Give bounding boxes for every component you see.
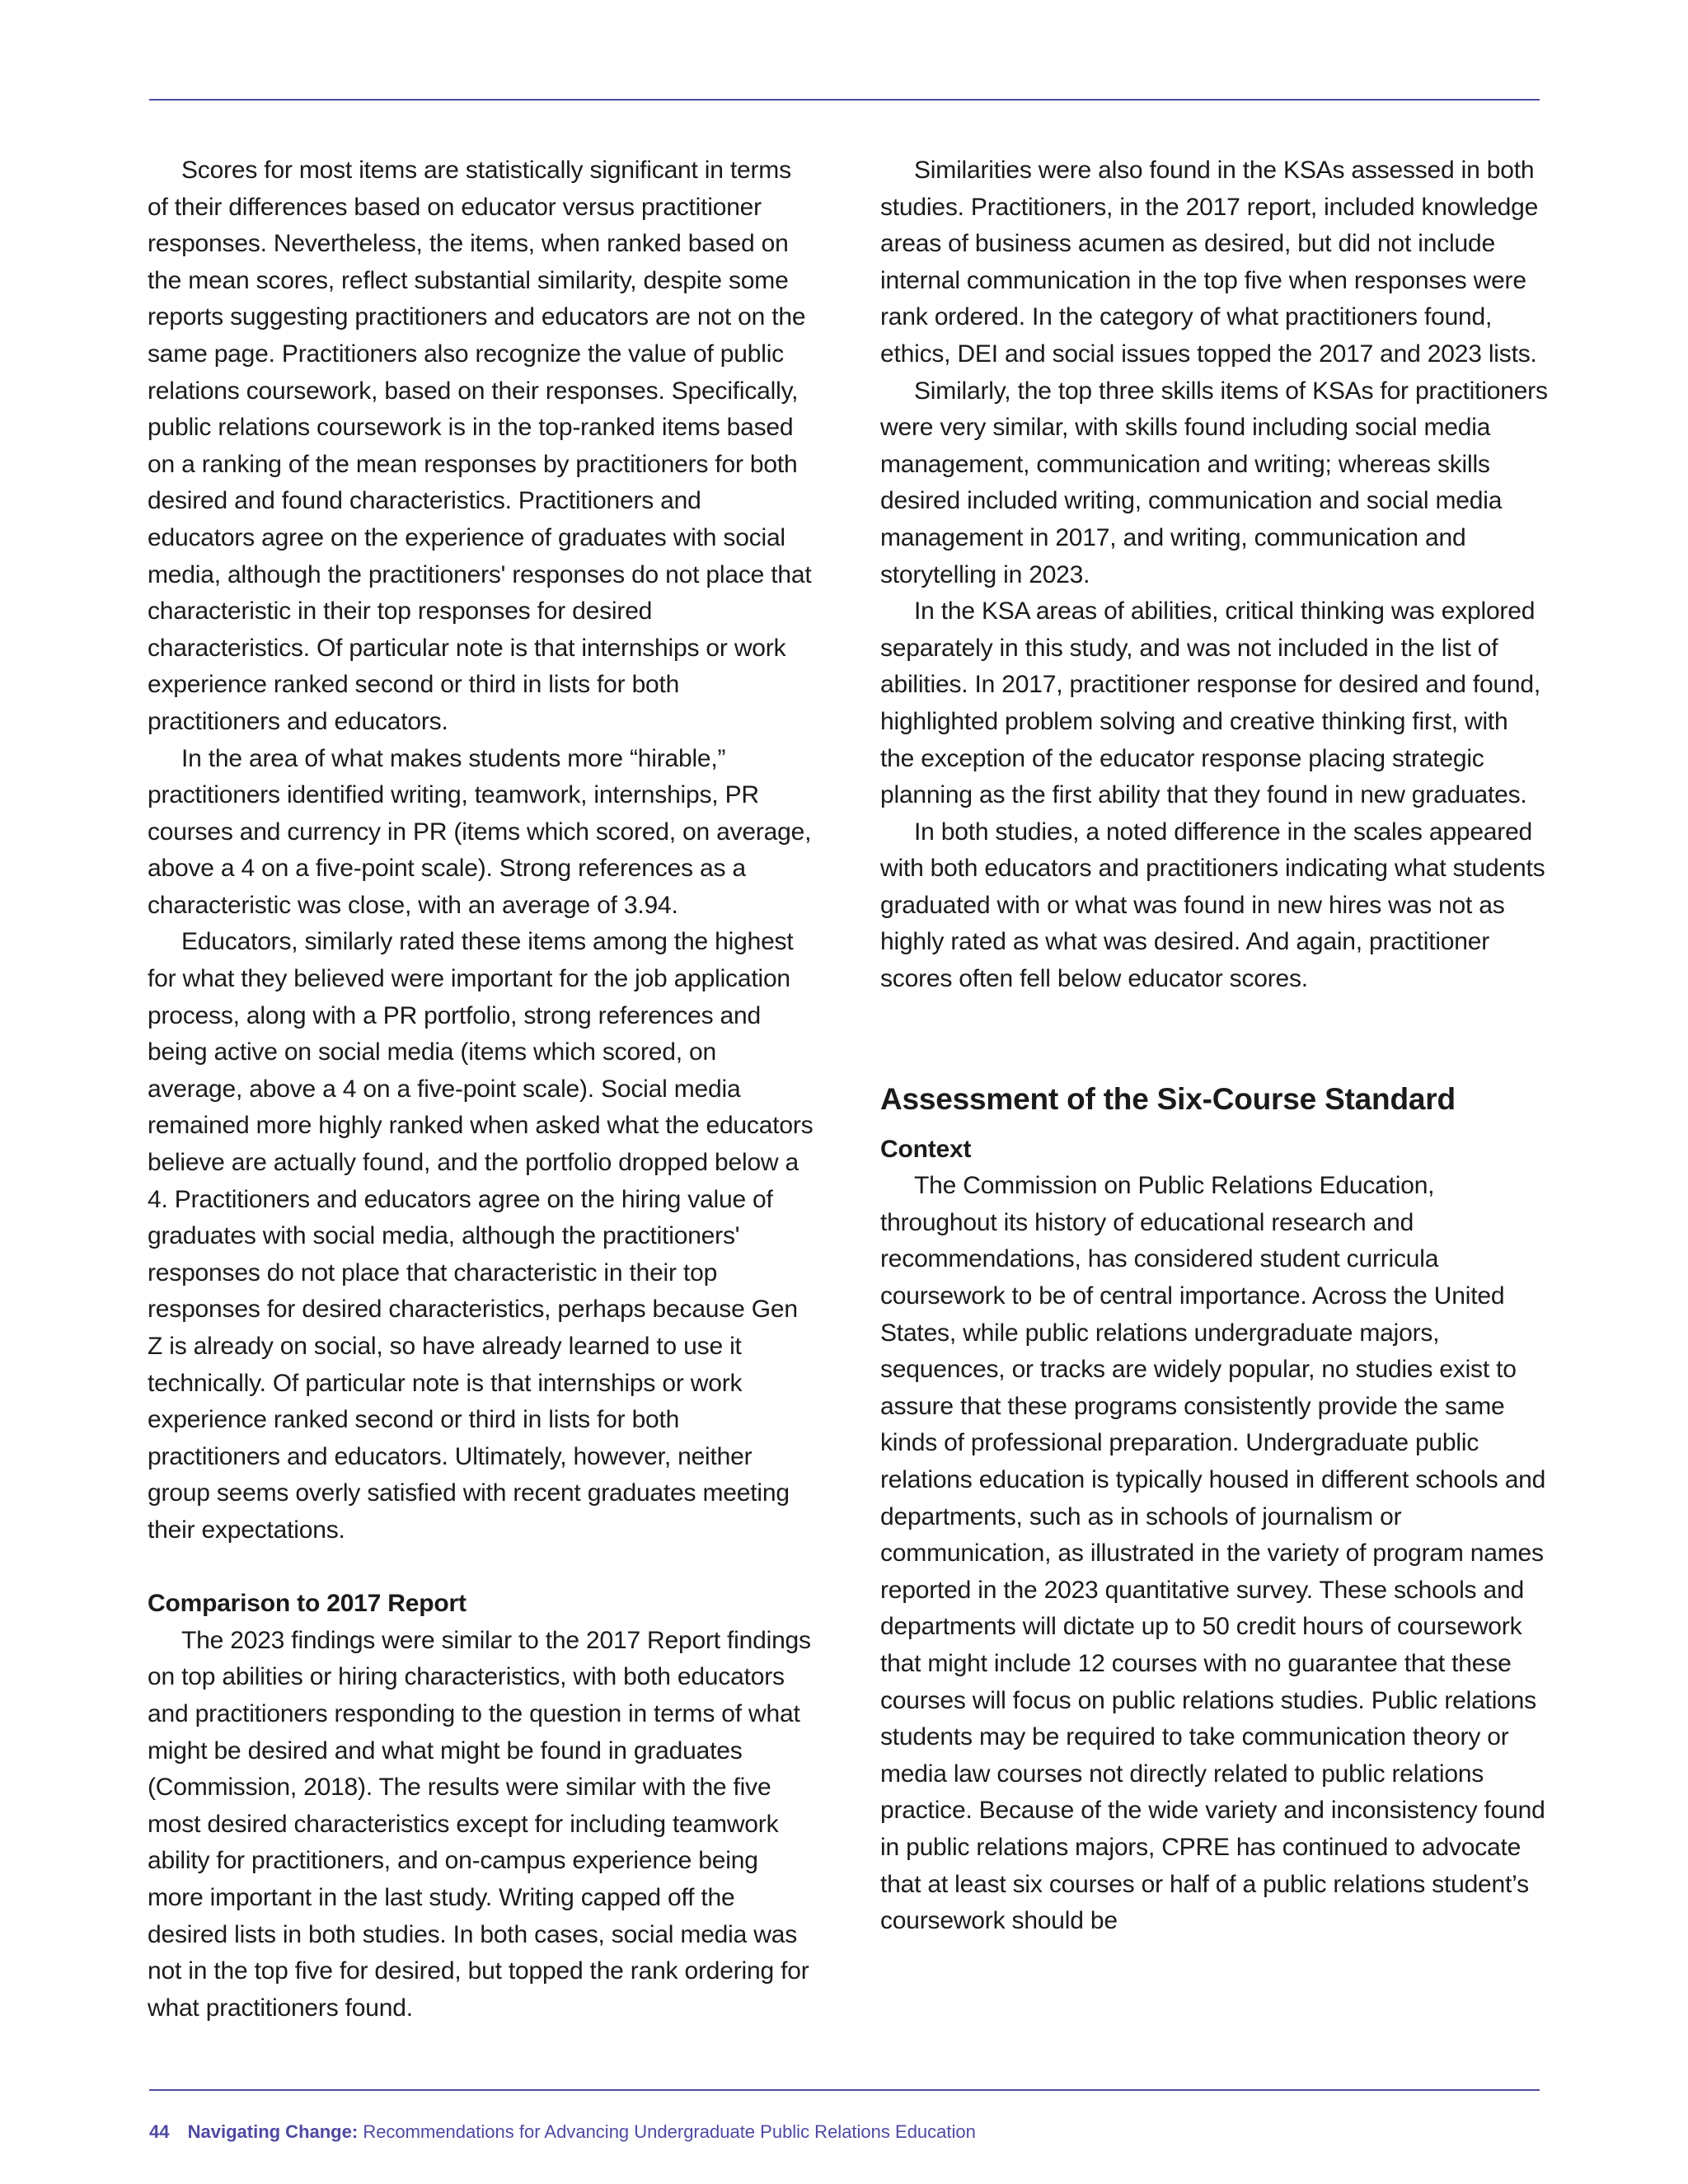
body-paragraph: The Commission on Public Relations Education, throughout its history of educational research and recommendations, has considered student curricula coursework to be of central importance. Across the United States, while public relations undergraduate majors, sequences, or tracks are widely popular, no studies exist to assure that these programs consistently provide the same kinds of professional preparation. Undergraduate public relations education is typically housed in different schools and departments, such as in schools of journalism or communication, as illustrated in the variety of program names reported in the 2023 quantitative survey. These schools and departments will dictate up to 50 credit hours of coursework that might include 12 courses with no guarantee that these courses will focus on public relations studies. Public relations students may be required to take communication theory or media law courses not directly related to public relations practice. Because of the wide variety and inconsistency found in public relations majors, CPRE has continued to advocate that at least six courses or half of a public relations student’s coursework should be: [880, 1172, 1546, 1935]
body-paragraph: In the KSA areas of abilities, critical thinking was explored separately in this study, and was not included in the list of abilities. In 2017, practitioner response for desired and found, highlighted problem solving and creative thinking first, with the exception of the educator response placing strategic planning as the first ability that they found in new graduates.: [880, 598, 1541, 809]
page-number: 44: [149, 2121, 170, 2142]
body-paragraph: Similarities were also found in the KSAs assessed in both studies. Practitioners, in the 2017 report, included knowledge areas of business acumen as desired, but did not include internal communication in the top five when responses were rank ordered. In the category of what practitioners found, ethics, DEI and social issues topped the 2017 and 2023 lists.: [880, 157, 1539, 368]
footer-rule: [149, 2089, 1540, 2091]
left-column: [148, 152, 814, 2027]
body-paragraph: Similarly, the top three skills items of KSAs for practitioners were very similar, with skills found including social media management, communication and writing; whereas skills desired included writing, communication and social media management in 2017, and writing, communication and storytelling in 2023.: [880, 377, 1548, 588]
publication-title: Navigating Change:: [187, 2121, 359, 2142]
body-paragraph: Educators, similarly rated these items among the highest for what they believed were important for the job application process, along with a PR portfolio, strong references and being active on social media (items which scored, on average, above a 4 on a five-point scale). Social media remained more highly ranked when asked what the educators believe are actually found, and the portfolio dropped below a 4. Practitioners and educators agree on the hiring value of graduates with social media, although the practitioners' responses do not place that characteristic in their top responses for desired characteristics, perhaps because Gen Z is already on social, so have already learned to use it technically. Of particular note is that internships or work experience ranked second or third in lists for both practitioners and educators. Ultimately, however, neither group seems overly satisfied with recent graduates meeting their expectations.: [148, 928, 814, 1544]
body-paragraph: In both studies, a noted difference in the scales appeared with both educators and practitioners indicating what students graduated with or what was found in new hires was not as highly rated as what was desired. And again, practitioner scores often fell below educator scores.: [880, 818, 1545, 993]
body-paragraph: Scores for most items are statistically significant in terms of their differences based on educator versus practitioner responses. Nevertheless, the items, when ranked based on the mean scores, reflect substantial similarity, despite some reports suggesting practitioners and educators are not on the same page. Practitioners also recognize the value of public relations coursework, based on their responses. Specifically, public relations coursework is in the top-ranked items based on a ranking of the mean responses by practitioners for both desired and found characteristics. Practitioners and educators agree on the experience of graduates with social media, although the practitioners' responses do not place that characteristic in their top responses for desired characteristics. Of particular note is that internships or work experience ranked second or third in lists for both practitioners and educators.: [148, 157, 812, 735]
section-subheading: Comparison to 2017 Report: [148, 1590, 467, 1618]
publication-subtitle: Recommendations for Advancing Undergraduate Public Relations Education: [363, 2121, 976, 2142]
body-paragraph: In the area of what makes students more “hirable,” practitioners identified writing, teamwork, internships, PR courses and currency in PR (items which scored, on average, above a 4 on a five-point scale). Strong references as a characteristic was close, with an average of 3.94.: [148, 744, 812, 919]
body-paragraph: The 2023 findings were similar to the 2017 Report findings on top abilities or hiring characteristics, with both educators and practitioners responding to the question in terms of what might be desired and what might be found in graduates (Commission, 2018). The results were similar with the five most desired characteristics except for including teamwork ability for practitioners, and on-campus experience being more important in the last study. Writing capped off the desired lists in both studies. In both cases, social media was not in the top five for desired, but topped the rank ordering for what practitioners found.: [148, 1626, 811, 2022]
page-footer: [149, 2120, 976, 2144]
right-column: [880, 152, 1548, 1940]
section-subheading: Context: [880, 1135, 972, 1163]
header-rule: [149, 99, 1540, 101]
section-heading: Assessment of the Six-Course Standard: [880, 1081, 1456, 1116]
